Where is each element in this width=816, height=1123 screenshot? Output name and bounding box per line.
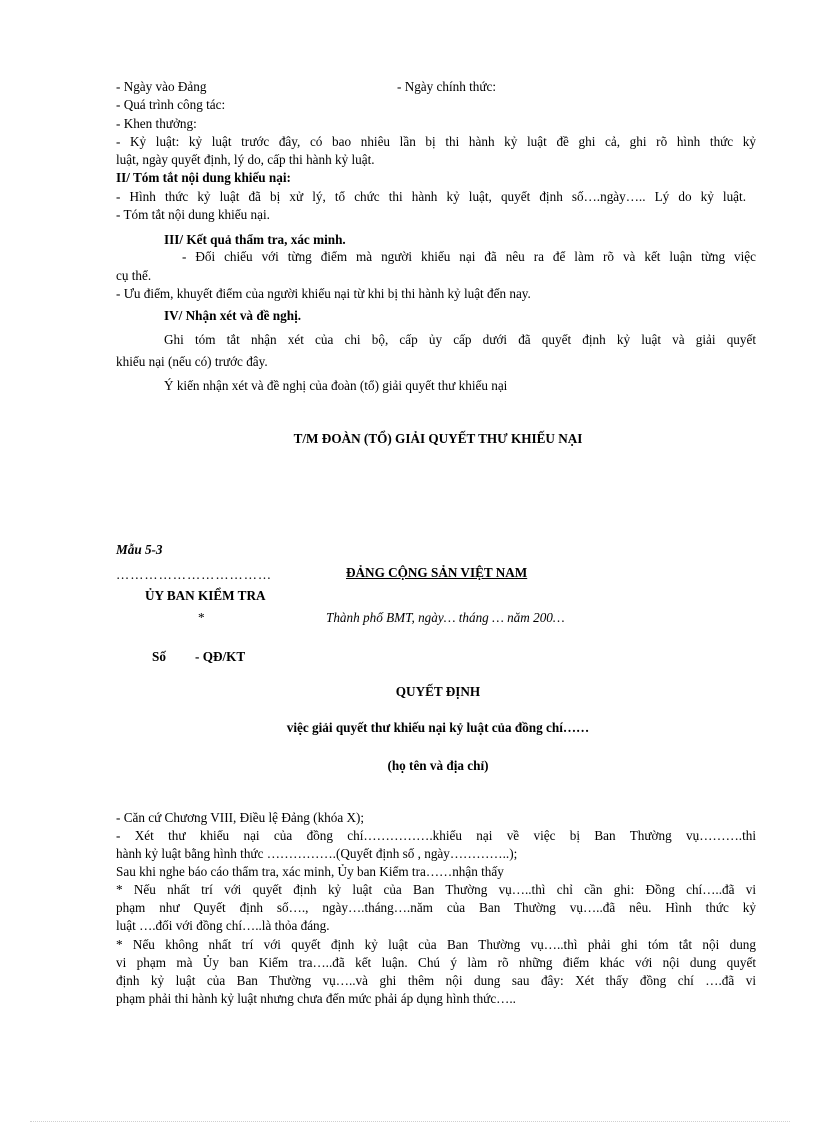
basis-line: - Căn cứ Chương VIII, Điều lệ Đảng (khóa X); — [116, 810, 365, 825]
compare-line-2: cụ thể. — [116, 268, 152, 283]
decision-number-value: - QĐ/KT — [195, 649, 246, 664]
awards-label: - Khen thưởng: — [116, 116, 197, 131]
decision-number-label: Số — [152, 649, 166, 664]
form-label: Mẫu 5-3 — [116, 542, 163, 557]
name-address-note: (họ tên và địa chỉ) — [387, 758, 489, 773]
decision-title: QUYẾT ĐỊNH — [395, 684, 481, 699]
disagree-line-3: định kỷ luật của Ban Thường vụ…..và ghi thêm nội dung sau đây: Xét thấy đồng chí ….đã vi — [116, 973, 756, 988]
work-history-label: - Quá trình công tác: — [116, 97, 226, 112]
party-name: ĐẢNG CỘNG SẢN VIỆT NAM — [346, 565, 528, 580]
committee-name: ỦY BAN KIỂM TRA — [145, 588, 266, 603]
star-separator: * — [198, 610, 205, 625]
decision-subtitle: việc giải quyết thư khiếu nại kỷ luật của đồng chí…… — [286, 720, 590, 735]
discipline-line-2: luật, ngày quyết định, lý do, cấp thi hành kỷ luật. — [116, 152, 375, 167]
complaint-line-2: hành kỷ luật bằng hình thức …………….(Quyết định số , ngày…………..); — [116, 846, 518, 861]
agree-line-3: luật ….đối với đồng chí…..là thỏa đáng. — [116, 918, 330, 933]
report-line: Sau khi nghe báo cáo thẩm tra, xác minh, Ủy ban Kiểm tra……nhận thấy — [116, 864, 504, 879]
opinion-line: Ý kiến nhận xét và đề nghị của đoàn (tổ) giải quyết thư khiếu nại — [164, 378, 508, 393]
place-date: Thành phố BMT, ngày… tháng … năm 200… — [326, 610, 565, 625]
official-date-label: - Ngày chính thức: — [397, 79, 497, 94]
page-bottom-divider — [30, 1121, 790, 1122]
agree-line-2: phạm như Quyết định số…., ngày….tháng….năm của Ban Thường vụ…..đã nêu. Hình thức kỷ — [116, 900, 756, 915]
note-line-2: khiếu nại (nếu có) trước đây. — [116, 354, 268, 369]
complaint-line-1: - Xét thư khiếu nại của đồng chí…………….khiếu nại về việc bị Ban Thường vụ……….thi — [116, 828, 756, 843]
section-3-heading: III/ Kết quả thẩm tra, xác minh. — [164, 232, 346, 247]
agree-line-1: * Nếu nhất trí với quyết định kỷ luật của Ban Thường vụ…..thì chỉ cần ghi: Đồng chí…..đã vi — [116, 882, 756, 897]
section-2-heading: II/ Tóm tắt nội dung khiếu nại: — [116, 170, 291, 185]
dotted-placeholder: …………………………… — [116, 567, 273, 582]
note-line-1: Ghi tóm tắt nhận xét của chi bộ, cấp ủy cấp dưới đã quyết định kỷ luật và giải quyết — [164, 332, 756, 347]
complaint-summary-line: - Tóm tắt nội dung khiếu nại. — [116, 207, 270, 222]
disagree-line-2: vi phạm mà Ủy ban Kiểm tra…..đã kết luận. Chú ý làm rõ những điểm khác với nội dung quyết — [116, 955, 756, 970]
discipline-form-line: - Hình thức kỷ luật đã bị xử lý, tổ chức thi hành kỷ luật, quyết định số….ngày….. Lý do kỷ luật. — [116, 189, 746, 204]
section-4-heading: IV/ Nhận xét và đề nghị. — [164, 308, 302, 323]
party-join-date-label: - Ngày vào Đảng — [116, 79, 207, 94]
discipline-line-1: - Kỷ luật: kỷ luật trước đây, có bao nhiêu lần bị thi hành kỷ luật đề ghi cả, ghi rõ hình thức kỷ — [116, 134, 756, 149]
compare-line-1: - Đối chiếu với từng điểm mà người khiếu nại đã nêu ra để làm rõ và kết luận từng việc — [182, 249, 756, 264]
disagree-line-1: * Nếu không nhất trí với quyết định kỷ luật của Ban Thường vụ…..thì phải ghi tóm tắt nội dung — [116, 937, 756, 952]
strengths-weaknesses-line: - Ưu điểm, khuyết điểm của người khiếu nại từ khi bị thi hành kỷ luật đến nay. — [116, 286, 531, 301]
disagree-line-4: phạm phải thi hành kỷ luật nhưng chưa đến mức phải áp dụng hình thức….. — [116, 991, 516, 1006]
signature-title: T/M ĐOÀN (TỔ) GIẢI QUYẾT THƯ KHIẾU NẠI — [293, 431, 583, 446]
